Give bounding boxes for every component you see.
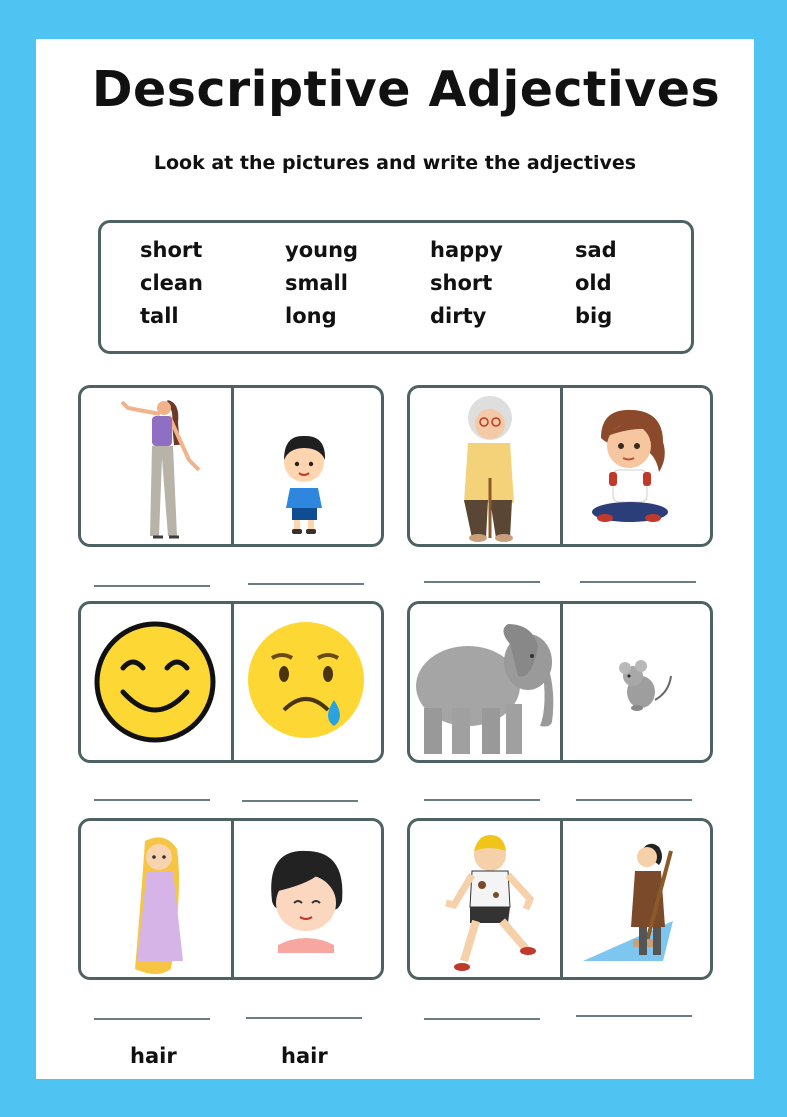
- answer-line[interactable]: [424, 581, 540, 583]
- word-bank-word: tall: [140, 304, 179, 328]
- old-woman-picture: [410, 388, 560, 544]
- word-bank-word: small: [285, 271, 348, 295]
- word-bank-word: big: [575, 304, 613, 328]
- answer-line[interactable]: [424, 799, 540, 801]
- answer-line[interactable]: [576, 799, 692, 801]
- word-bank-word: old: [575, 271, 612, 295]
- instructions: Look at the pictures and write the adjectives: [153, 152, 637, 174]
- word-bank-word: happy: [430, 238, 503, 262]
- answer-line[interactable]: [248, 583, 364, 585]
- word-bank-word: clean: [140, 271, 204, 295]
- word-bank-word: sad: [575, 238, 617, 262]
- happy-face-picture: [81, 604, 231, 760]
- answer-line[interactable]: [94, 799, 210, 801]
- hair-label: hair: [130, 1044, 177, 1068]
- word-bank: [98, 220, 694, 354]
- page-title: Descriptive Adjectives: [91, 61, 721, 118]
- answer-line[interactable]: [424, 1018, 540, 1020]
- young-girl-picture: [563, 388, 713, 544]
- answer-line[interactable]: [242, 800, 358, 802]
- picture-card: [78, 385, 384, 547]
- cleaning-girl-picture: [563, 821, 713, 977]
- dirty-boy-picture: [410, 821, 560, 977]
- answer-line[interactable]: [94, 1018, 210, 1020]
- sad-face-picture: [234, 604, 384, 760]
- tall-woman-picture: [81, 388, 231, 544]
- word-bank-word: young: [285, 238, 359, 262]
- picture-card: [407, 385, 713, 547]
- worksheet: [36, 39, 754, 1079]
- small-mouse-picture: [563, 604, 713, 760]
- word-bank-word: dirty: [430, 304, 487, 328]
- big-elephant-picture: [410, 604, 560, 760]
- picture-card: [78, 601, 384, 763]
- picture-card: [78, 818, 384, 980]
- word-bank-word: long: [285, 304, 337, 328]
- word-bank-word: short: [430, 271, 493, 295]
- picture-card: [407, 601, 713, 763]
- answer-line[interactable]: [246, 1017, 362, 1019]
- short-boy-picture: [234, 388, 384, 544]
- hair-label: hair: [281, 1044, 328, 1068]
- word-bank-word: short: [140, 238, 203, 262]
- long-hair-girl-picture: [81, 821, 231, 977]
- picture-card: [407, 818, 713, 980]
- answer-line[interactable]: [576, 1015, 692, 1017]
- short-hair-girl-picture: [234, 821, 384, 977]
- answer-line[interactable]: [94, 585, 210, 587]
- answer-line[interactable]: [580, 581, 696, 583]
